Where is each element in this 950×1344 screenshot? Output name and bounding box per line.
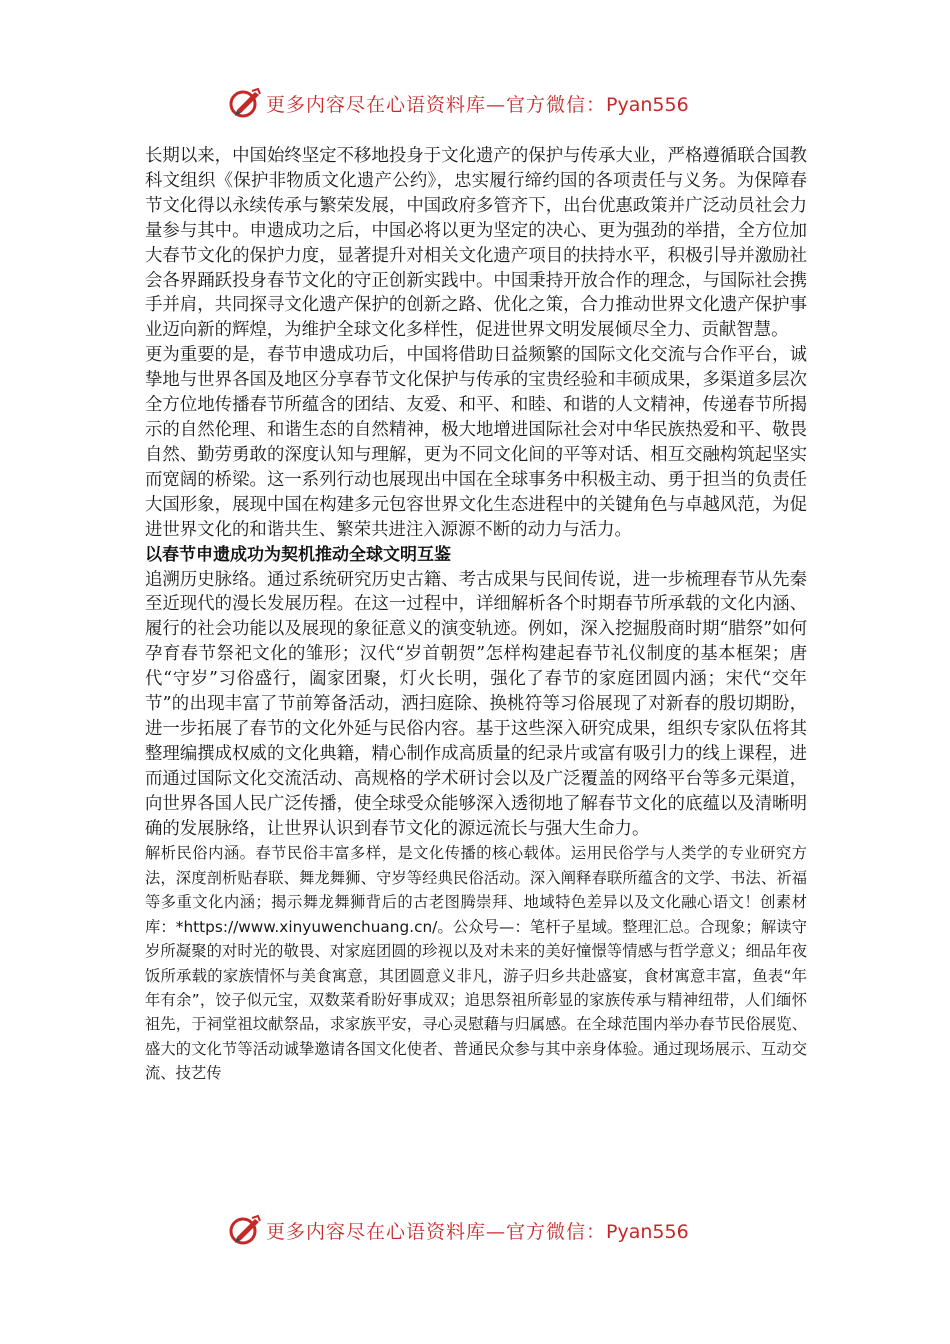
- paragraph-heritage-protection: 长期以来，中国始终坚定不移地投身于文化遗产的保护与传承大业，严格遵循联合国教科文组织《保护非物质文化遗产公约》，忠实履行缔约国的各项责任与义务。为保障春节文化得以永续传承与繁荣发展，中国政府多管齐下，出台优惠政策并广泛动员社会力量参与其中。申遗成功之后，中国必将以更为坚定的决心、更为强劲的举措，全方位加大春节文化的保护力度，显著提升对相关文化遗产项目的扶持水平，积极引导并激励社会各界踊跃投身春节文化的守正创新实践中。中国秉持开放合作的理念，与国际社会携手并肩，共同探寻文化遗产保护的创新之路、优化之策，合力推动世界文化遗产保护事业迈向新的辉煌，为维护全球文化多样性，促进世界文明发展倾尽全力、贡献智慧。: [145, 146, 807, 341]
- banner-separator: —: [486, 93, 507, 116]
- banner-account: Pyan556: [606, 1220, 689, 1243]
- banner-main-text: 更多内容尽在心语资料库: [266, 1220, 487, 1243]
- banner-text: [266, 90, 689, 117]
- paragraph-history: 追溯历史脉络。通过系统研究历史古籍、考古成果与民间传说，进一步梳理春节从先秦至近现代的漫长发展历程。在这一过程中，详细解析各个时期春节所承载的文化内涵、履行的社会功能以及展现的象征意义的演变轨迹。例如，深入挖掘殷商时期“腊祭”如何孕育春节祭祀文化的雏形；汉代“岁首朝贺”怎样构建起春节礼仪制度的基本框架；唐代“守岁”习俗盛行，阖家团聚，灯火长明，强化了春节的家庭团圆内涵；宋代“交年节”的出现丰富了节前筹备活动，洒扫庭除、换桃符等习俗展现了对新春的殷切期盼，进一步拓展了春节的文化外延与民俗内容。基于这些深入研究成果，组织专家队伍将其整理编撰成权威的文化典籍，精心制作成高质量的纪录片或富有吸引力的线上课程，进而通过国际文化交流活动、高规格的学术研讨会以及广泛覆盖的网络平台等多元渠道，向世界各国人民广泛传播，使全球受众能够深入透彻地了解春节文化的底蕴以及清晰明确的发展脉络，让世界认识到春节文化的源远流长与强大生命力。: [145, 569, 807, 839]
- banner-label: 官方微信：: [506, 1220, 607, 1243]
- banner-separator: —: [486, 1220, 507, 1243]
- pen-logo-icon: [228, 1213, 262, 1247]
- header-banner[interactable]: [228, 83, 689, 123]
- paragraph-folk-customs: 解析民俗内涵。春节民俗丰富多样，是文化传播的核心载体。运用民俗学与人类学的专业研究方法，深度剖析贴春联、舞龙舞狮、守岁等经典民俗活动。深入阐释春联所蕴含的文学、书法、祈福等多重文化内涵；揭示舞龙舞狮背后的古老图腾崇拜、地域特色差异以及文化融心语文！创素材库：*https://www.xinyuwenchuang.cn/。公众号—：笔杆子星域。整理汇总。合现象；解读守岁所凝聚的对时光的敬畏、对家庭团圆的珍视以及对未来的美好憧憬等情感与哲学意义；细品年夜饭所承载的家族情怀与美食寓意，其团圆意义非凡，游子归乡共赴盛宴，食材寓意丰富，鱼表“年年有余”，饺子似元宝，双数菜肴盼好事成双；追思祭祖所彰显的家族传承与精神纽带，人们缅怀祖先，于祠堂祖坟献祭品，求家族平安，寻心灵慰藉与归属感。在全球范围内举办春节民俗展览、盛大的文化节等活动诚挚邀请各国文化使者、普通民众参与其中亲身体验。通过现场展示、互动交流、技艺传: [145, 844, 807, 1083]
- banner-label: 官方微信：: [506, 93, 607, 116]
- document-body: [145, 144, 807, 1086]
- footer-banner[interactable]: [228, 1210, 689, 1250]
- pen-logo-icon: [228, 86, 262, 120]
- paragraph-cultural-exchange: 更为重要的是，春节申遗成功后，中国将借助日益频繁的国际文化交流与合作平台，诚挚地与世界各国及地区分享春节文化保护与传承的宝贵经验和丰硕成果，多渠道多层次全方位地传播春节所蕴含的团结、友爱、和平、和睦、和谐的人文精神，传递春节所揭示的自然伦理、和谐生态的自然精神，极大地增进国际社会对中华民族热爱和平、敬畏自然、勤劳勇敢的深度认知与理解，更为不同文化间的平等对话、相互交融构筑起坚实而宽阔的桥梁。这一系列行动也展现出中国在全球事务中积极主动、勇于担当的负责任大国形象，展现中国在构建多元包容世界文化生态进程中的关键角色与卓越风范，为促进世界文化的和谐共生、繁荣共进注入源源不断的动力与活力。: [145, 345, 807, 540]
- section-heading: 以春节申遗成功为契机推动全球文明互鉴: [145, 544, 451, 565]
- banner-text: [266, 1217, 689, 1244]
- banner-main-text: 更多内容尽在心语资料库: [266, 93, 487, 116]
- banner-account: Pyan556: [606, 93, 689, 116]
